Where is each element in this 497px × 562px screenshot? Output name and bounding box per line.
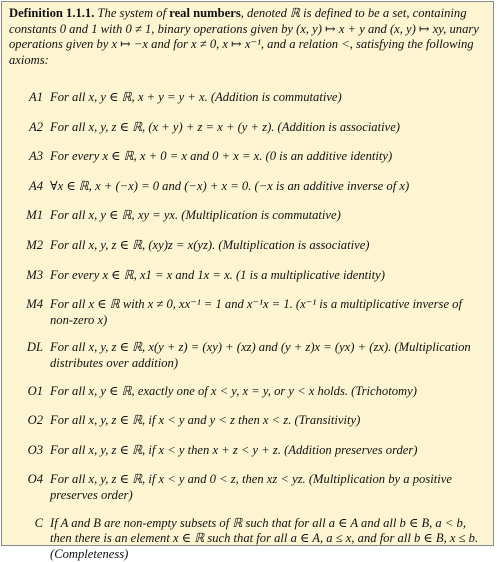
axiom-text: For all x, y ∈ ℝ, exactly one of x < y, x = y, or y < x holds. (Trichotomy) xyxy=(50,384,486,400)
definition-intro xyxy=(9,6,491,68)
axiom-text: For every x ∈ ℝ, x + 0 = x and 0 + x = x. (0 is an additive identity) xyxy=(50,149,486,165)
axiom-label: O2 xyxy=(2,413,43,429)
axiom-text: For all x, y, z ∈ ℝ, if x < y and y < z then x < z. (Transitivity) xyxy=(50,413,486,429)
axiom-text: For all x, y, z ∈ ℝ, if x < y and 0 < z, then xz < yz. (Multiplication by a positive preserves order) xyxy=(50,472,486,503)
axiom-item xyxy=(2,297,493,328)
axiom-label: A1 xyxy=(2,90,43,106)
axiom-text: For all x, y ∈ ℝ, xy = yx. (Multiplication is commutative) xyxy=(50,208,486,224)
axiom-item xyxy=(2,238,493,254)
defined-term: real numbers xyxy=(169,6,240,20)
axiom-label: C xyxy=(2,516,43,532)
axiom-text: For all x, y, z ∈ ℝ, x(y + z) = (xy) + (xz) and (y + z)x = (yx) + (zx). (Multiplication distributes over addition) xyxy=(50,340,486,371)
axiom-label: A4 xyxy=(2,179,43,195)
axiom-label: M3 xyxy=(2,268,43,284)
axiom-item xyxy=(2,208,493,224)
axiom-item xyxy=(2,268,493,284)
axiom-item xyxy=(2,516,493,562)
axiom-item xyxy=(2,472,493,503)
axiom-label: O3 xyxy=(2,443,43,459)
definition-box xyxy=(1,1,494,546)
axiom-item xyxy=(2,179,493,195)
axiom-label: DL xyxy=(2,340,43,356)
axiom-label: A2 xyxy=(2,120,43,136)
axiom-item xyxy=(2,384,493,400)
axiom-label: M4 xyxy=(2,297,43,313)
axiom-text: For all x, y, z ∈ ℝ, (x + y) + z = x + (y + z). (Addition is associative) xyxy=(50,120,486,136)
axiom-item xyxy=(2,443,493,459)
axiom-text: For every x ∈ ℝ, x1 = x and 1x = x. (1 is a multiplicative identity) xyxy=(50,268,486,284)
axiom-text: For all x ∈ ℝ with x ≠ 0, xx⁻¹ = 1 and x⁻¹x = 1. (x⁻¹ is a multiplicative inverse of non-zero x) xyxy=(50,297,486,328)
axiom-item xyxy=(2,90,493,106)
axiom-list xyxy=(2,90,493,562)
axiom-text: For all x, y, z ∈ ℝ, (xy)z = x(yz). (Multiplication is associative) xyxy=(50,238,486,254)
definition-text: The system of real numbers, denoted ℝ is defined to be a set, containing constants 0 and 1 with 0 ≠ 1, binary operations given by (x, y) ↦ x + y and (x, y) ↦ xy, unary operations given by x ↦ −x and for x ≠ 0, x ↦ x⁻¹, and a relation <, satisfying the following axioms: xyxy=(9,6,479,67)
axiom-item xyxy=(2,120,493,136)
axiom-text: If A and B are non-empty subsets of ℝ such that for all a ∈ A and all b ∈ B, a < b, then there is an element x ∈ ℝ such that for all a ∈ A, a ≤ x, and for all b ∈ B, x ≤ b. (Completeness) xyxy=(50,516,486,562)
axiom-label: A3 xyxy=(2,149,43,165)
axiom-text: ∀x ∈ ℝ, x + (−x) = 0 and (−x) + x = 0. (−x is an additive inverse of x) xyxy=(50,179,486,195)
axiom-label: O1 xyxy=(2,384,43,400)
axiom-label: O4 xyxy=(2,472,43,488)
axiom-item xyxy=(2,340,493,371)
axiom-label: M2 xyxy=(2,238,43,254)
axiom-text: For all x, y, z ∈ ℝ, if x < y then x + z < y + z. (Addition preserves order) xyxy=(50,443,486,459)
definition-heading: Definition 1.1.1. xyxy=(9,6,94,20)
axiom-item xyxy=(2,149,493,165)
axiom-label: M1 xyxy=(2,208,43,224)
axiom-text: For all x, y ∈ ℝ, x + y = y + x. (Addition is commutative) xyxy=(50,90,486,106)
axiom-item xyxy=(2,413,493,429)
